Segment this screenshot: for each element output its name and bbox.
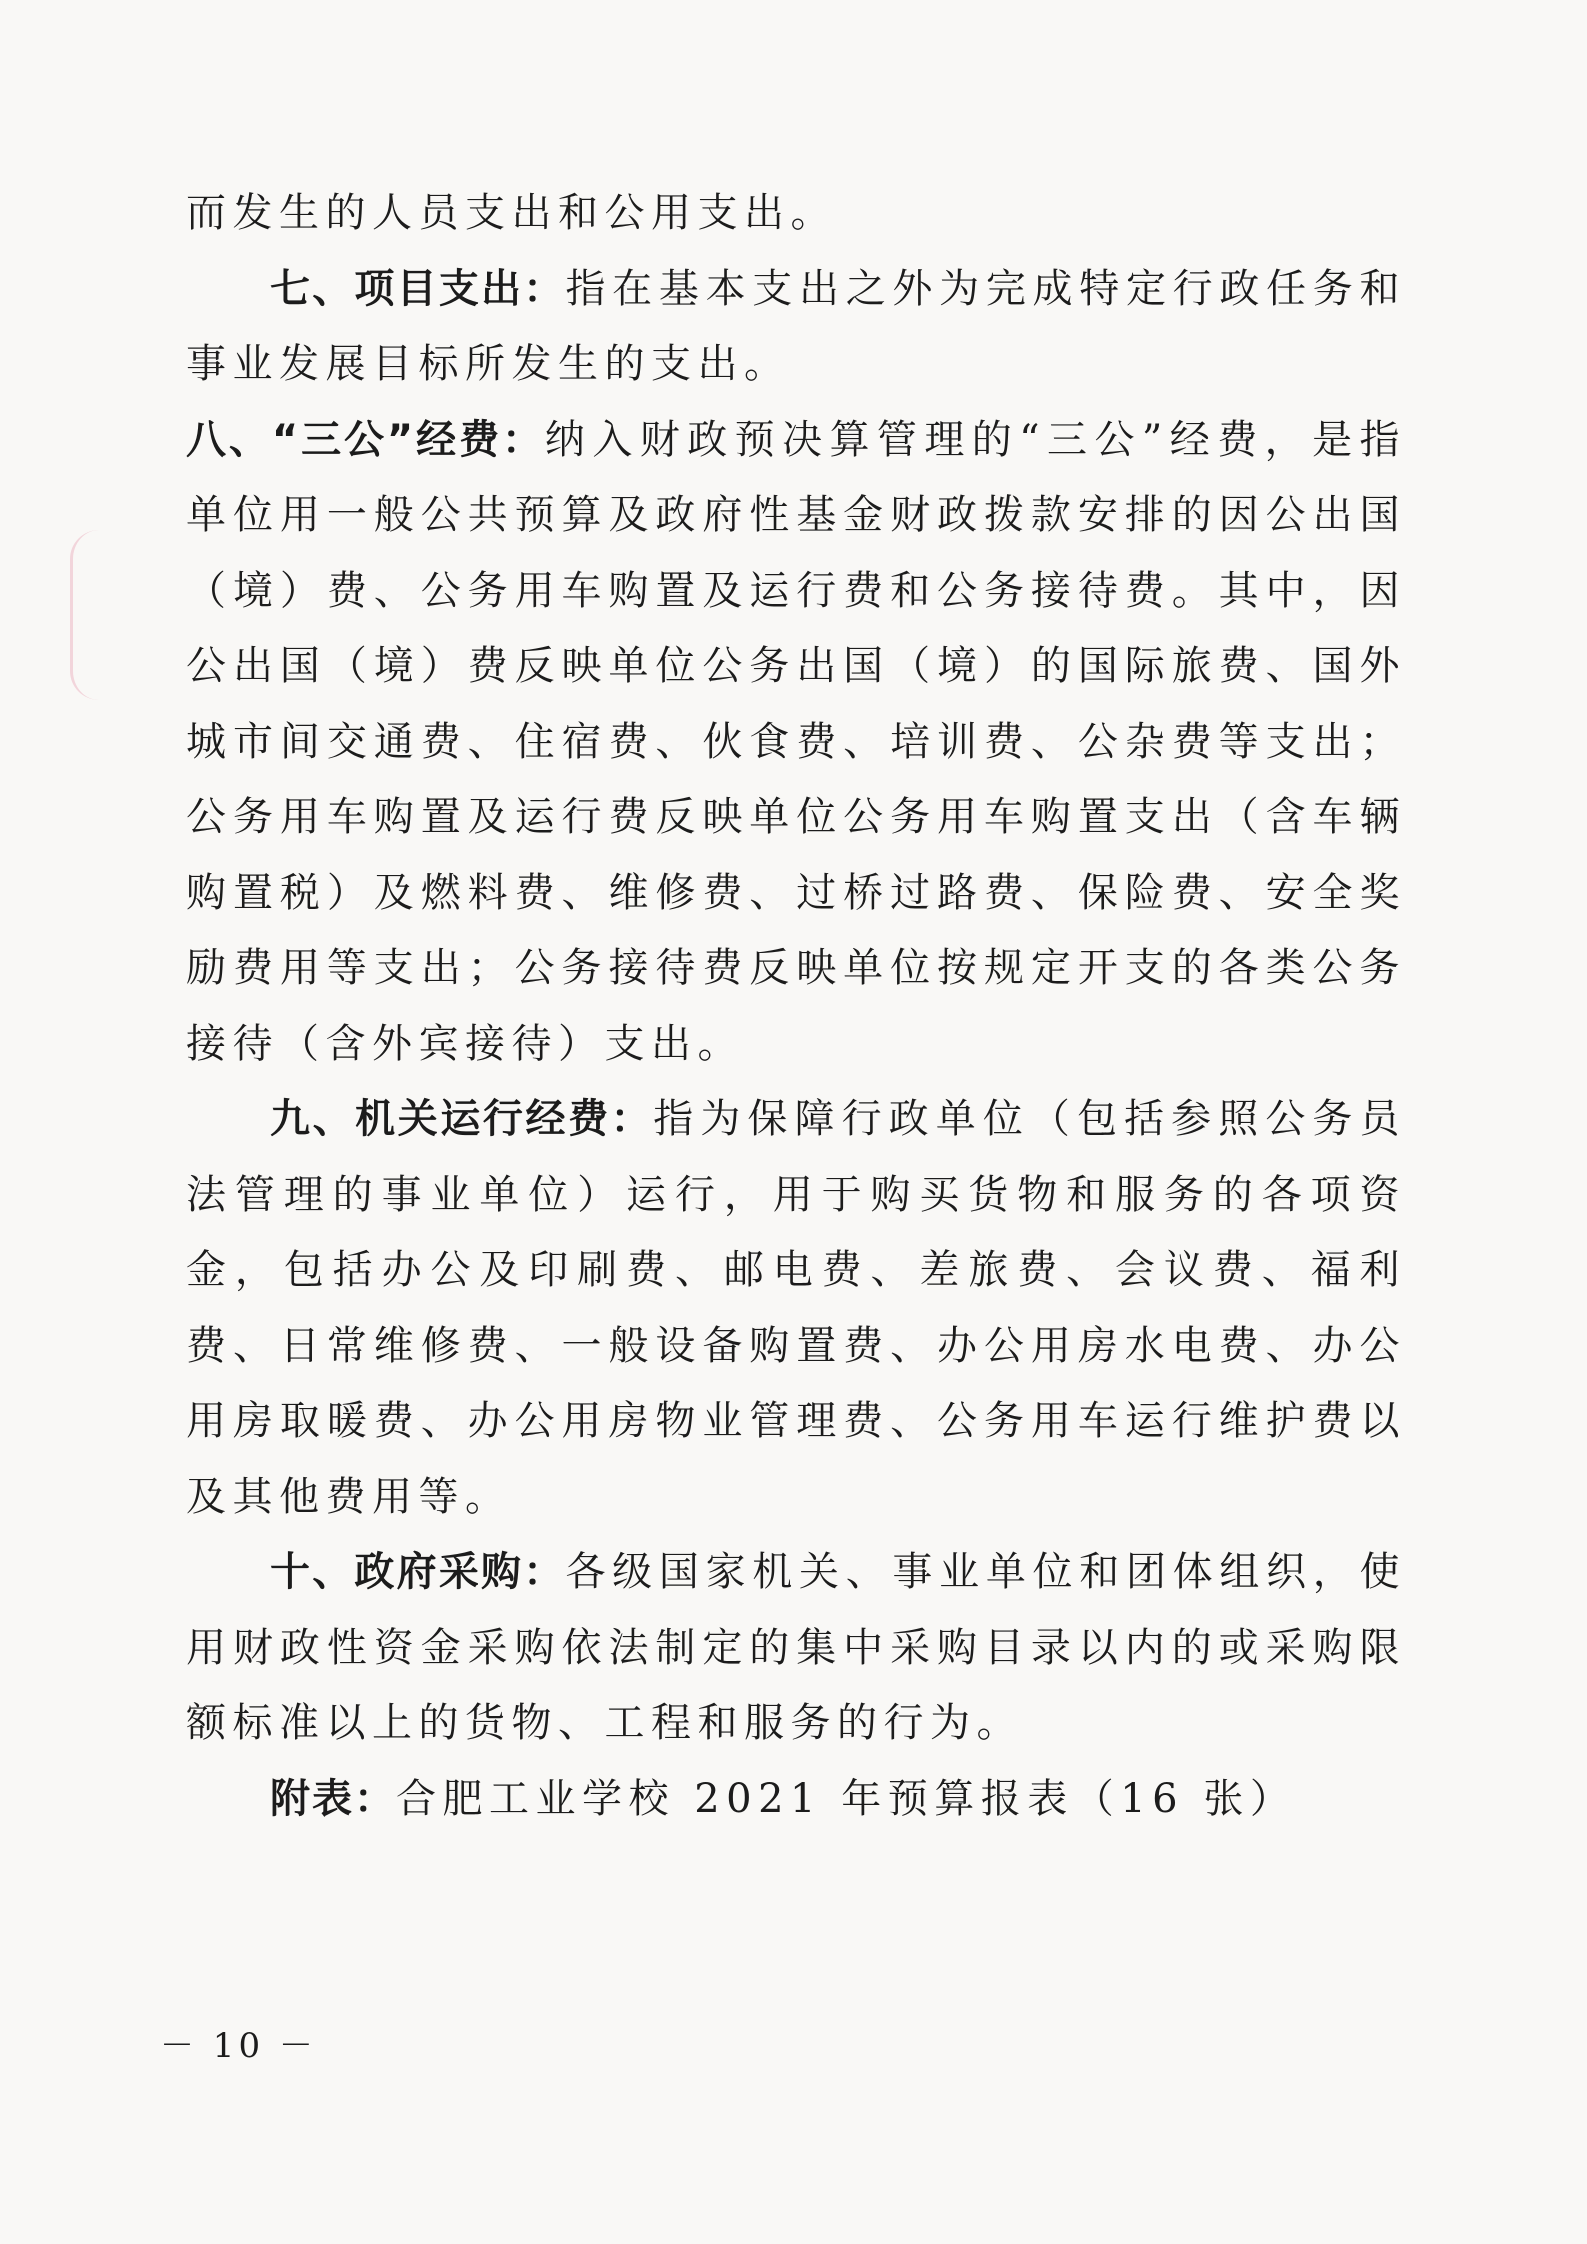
- paragraph-1: [186, 176, 1406, 252]
- paragraph-body: 指为保障行政单位（包括参照公务员法管理的事业单位）运行，用于购买货物和服务的各项资金，包括办公及印刷费、邮电费、差旅费、会议费、福利费、日常维修费、一般设备购置费、办公用房水电费、办公用房取暖费、办公用房物业管理费、公务用车运行维护费以及其他费用等。: [186, 1096, 1406, 1520]
- stamp-mark: [70, 530, 99, 700]
- body-text: [186, 176, 1406, 1837]
- paragraph-body: 各级国家机关、事业单位和团体组织，使用财政性资金采购依法制定的集中采购目录以内的或采购限额标准以上的货物、工程和服务的行为。: [186, 1549, 1407, 1746]
- paragraph-5: [186, 1535, 1406, 1762]
- paragraph-body: 而发生的人员支出和公用支出。: [186, 190, 837, 236]
- paragraph-heading: 十、政府采购：: [270, 1549, 566, 1595]
- paragraph-body: 指在基本支出之外为完成特定行政任务和事业发展目标所发生的支出。: [186, 265, 1407, 387]
- paragraph-heading: 八、“三公”经费：: [186, 416, 545, 463]
- page-number: － 10 －: [160, 2026, 317, 2066]
- paragraph-heading: 附表：: [270, 1775, 396, 1822]
- paragraph-heading: 七、项目支出：: [270, 265, 566, 312]
- paragraph-2: [186, 252, 1406, 403]
- paragraph-body: 合肥工业学校 2021 年预算报表（16 张）: [396, 1775, 1297, 1822]
- paragraph-3: [186, 403, 1406, 1083]
- paragraph-6: [186, 1762, 1406, 1838]
- paragraph-heading: 九、机关运行经费：: [270, 1096, 654, 1142]
- paragraph-4: [186, 1082, 1406, 1535]
- paragraph-body: 纳入财政预决算管理的“三公”经费，是指单位用一般公共预算及政府性基金财政拨款安排的因公出国（境）费、公务用车购置及运行费和公务接待费。其中，因公出国（境）费反映单位公务出国（境）的国际旅费、国外城市间交通费、住宿费、伙食费、培训费、公杂费等支出；公务用车购置及运行费反映单位公务用车购置支出（含车辆购置税）及燃料费、维修费、过桥过路费、保险费、安全奖励费用等支出；公务接待费反映单位按规定开支的各类公务接待（含外宾接待）支出。: [186, 416, 1406, 1067]
